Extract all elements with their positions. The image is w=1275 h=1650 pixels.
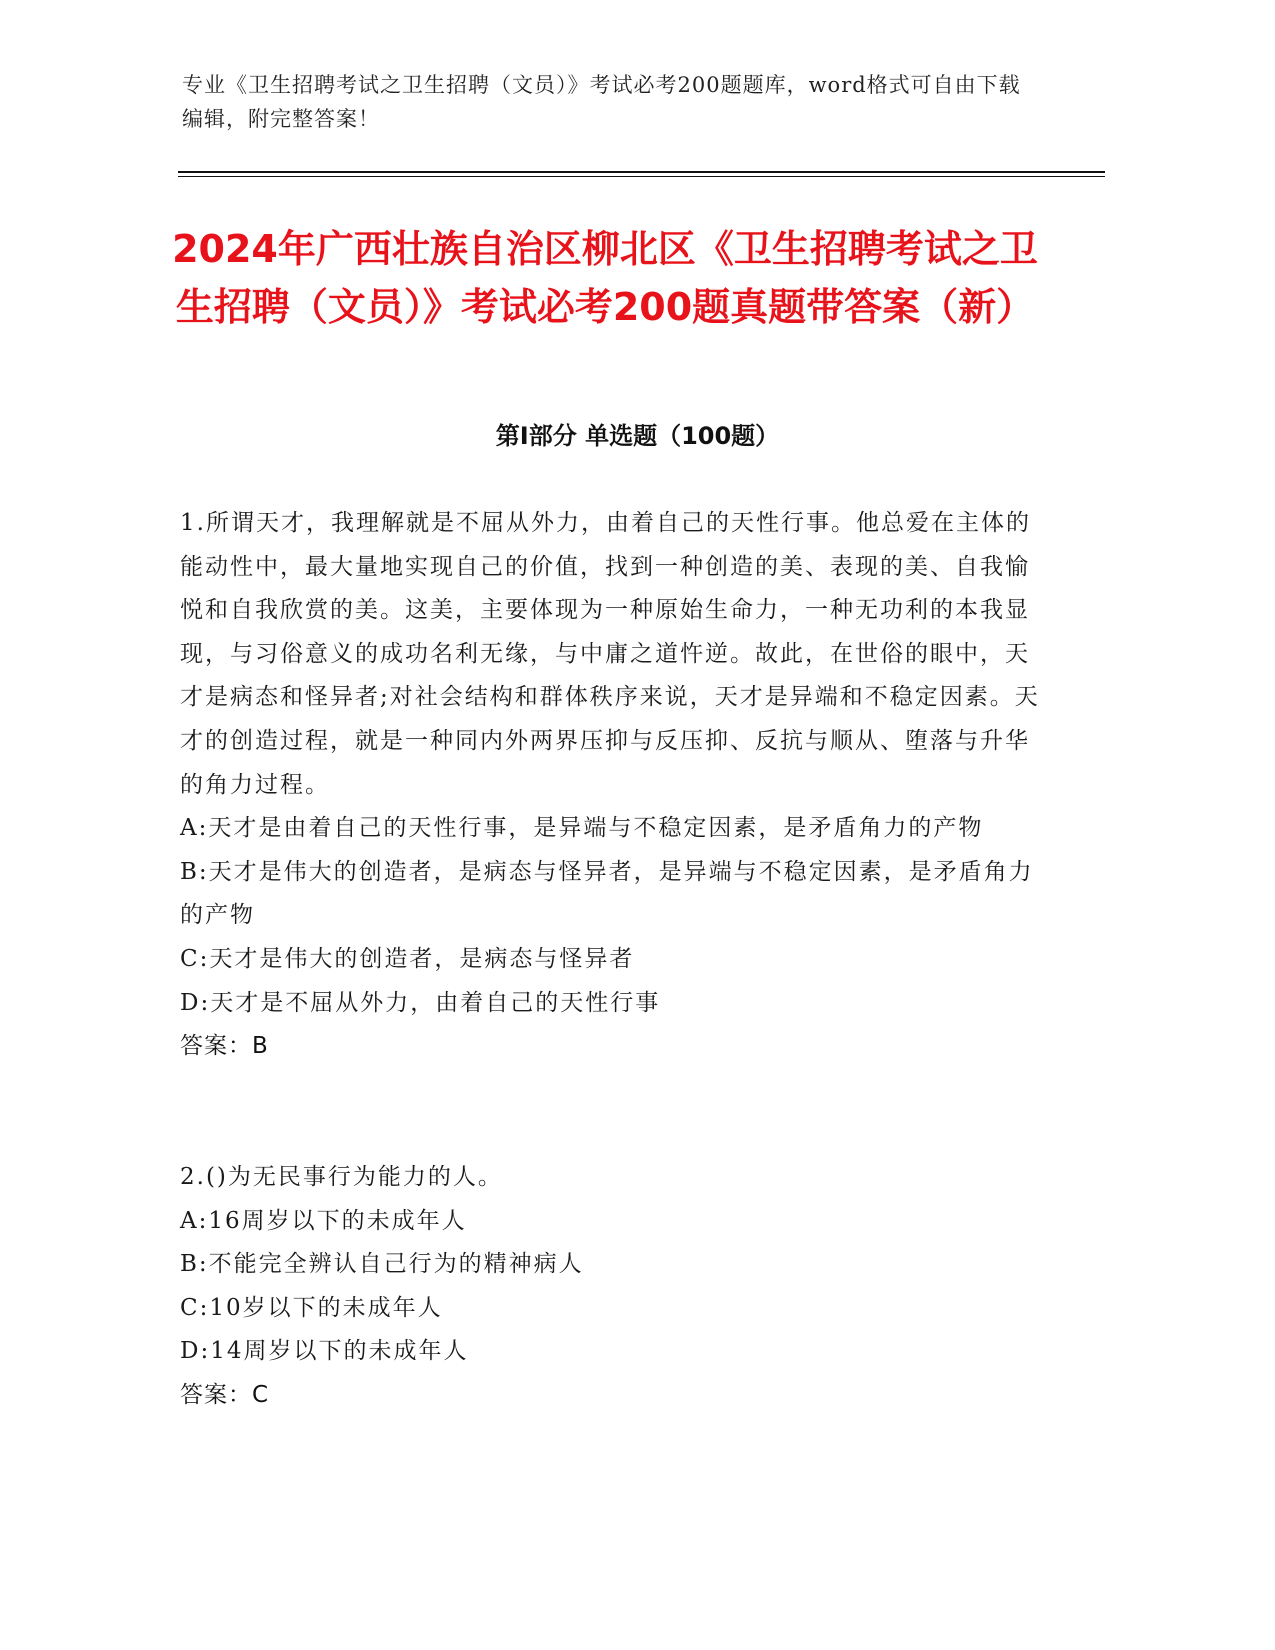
question-2-option-a: A:16周岁以下的未成年人 <box>180 1207 467 1234</box>
question-1-answer: 答案：B <box>180 1033 269 1060</box>
question-1-option-c: C:天才是伟大的创造者，是病态与怪异者 <box>180 945 635 972</box>
header-note: 专业《卫生招聘考试之卫生招聘（文员）》考试必考200题题库，word格式可自由下载编辑，附完整答案！ <box>182 73 1021 131</box>
section-title: 第I部分 单选题（100题） <box>495 422 780 450</box>
document-title: 2024年广西壮族自治区柳北区《卫生招聘考试之卫生招聘（文员）》考试必考200题真题带答案（新） <box>172 227 1038 329</box>
question-2-stem: 2.()为无民事行为能力的人。 <box>180 1164 503 1190</box>
question-1-stem: 1.所谓天才，我理解就是不屈从外力，由着自己的天性行事。他总爱在主体的能动性中，最大量地实现自己的价值，找到一种创造的美、表现的美、自我愉悦和自我欣赏的美。这美，主要体现为一种原始生命力，一种无功利的本我显现，与习俗意义的成功名利无缘，与中庸之道忤逆。故此，在世俗的眼中，天才是病态和怪异者;对社会结构和群体秩序来说，天才是异端和不稳定因素。天才的创造过程，就是一种同内外两界压抑与反压抑、反抗与顺从、堕落与升华的角力过程。 <box>180 510 1040 798</box>
question-2-option-d: D:14周岁以下的未成年人 <box>180 1338 469 1365</box>
question-1-option-b: B:天才是伟大的创造者，是病态与怪异者，是异端与不稳定因素，是矛盾角力的产物 <box>180 858 1034 929</box>
question-2-option-c: C:10岁以下的未成年人 <box>180 1294 443 1321</box>
question-1-option-a: A:天才是由着自己的天性行事，是异端与不稳定因素，是矛盾角力的产物 <box>180 815 984 842</box>
question-2-option-b: B:不能完全辨认自己行为的精神病人 <box>180 1251 584 1278</box>
question-2 <box>180 1156 1040 1418</box>
question-2-answer: 答案：C <box>180 1381 270 1408</box>
question-1-option-d: D:天才是不屈从外力，由着自己的天性行事 <box>180 989 661 1016</box>
header-divider-thin <box>178 176 1105 177</box>
header-divider-thick <box>178 171 1105 173</box>
question-1 <box>180 502 1040 1069</box>
